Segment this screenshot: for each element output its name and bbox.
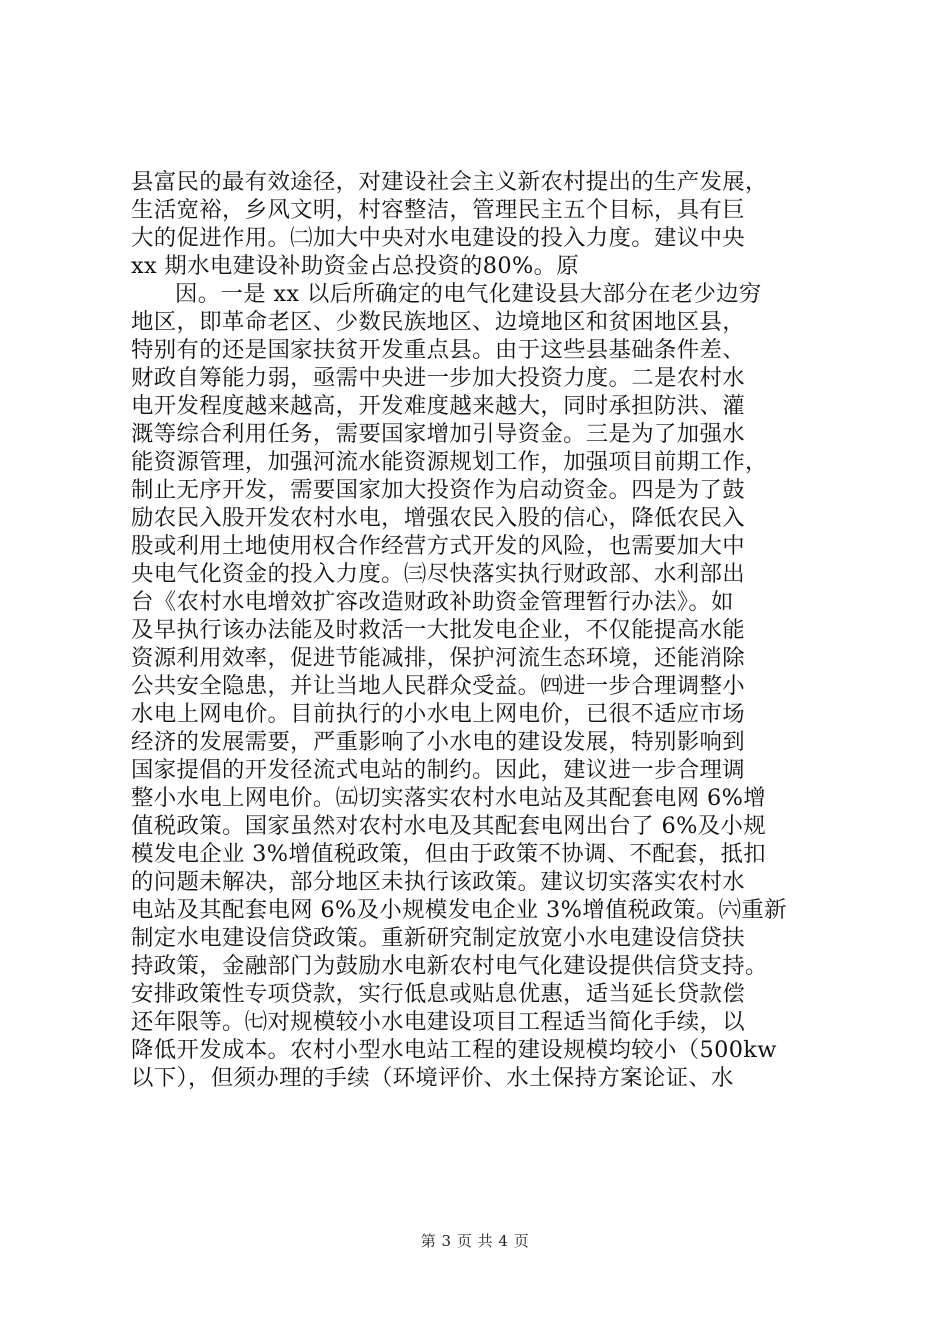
text-line: 股或利用土地使用权合作经营方式开发的风险，也需要加大中 [131,533,745,559]
text-line: 能资源管理，加强河流水能资源规划工作，加强项目前期工作， [131,449,768,475]
text-line: 财政自筹能力弱，亟需中央进一步加大投资力度。二是农村水 [131,365,745,391]
text-line: 持政策，金融部门为鼓励水电新农村电气化建设提供信贷支持。 [131,953,768,979]
text-line: 电站及其配套电网 6%及小规模发电企业 3%增值税政策。㈥重新 [131,897,787,923]
text-line: xx 期水电建设补助资金占总投资的80%。原 [131,253,580,279]
text-line: 经济的发展需要，严重影响了小水电的建设发展，特别影响到 [131,729,745,755]
text-line: 励农民入股开发农村水电，增强农民入股的信心，降低农民入 [131,505,745,531]
text-line: 降低开发成本。农村小型水电站工程的建设规模均较小（500kw [131,1037,777,1063]
text-line: 值税政策。国家虽然对农村水电及其配套电网出台了 6%及小规 [131,813,766,839]
text-line: 地区，即革命老区、少数民族地区、边境地区和贫困地区县， [131,309,745,335]
text-line: 制止无序开发，需要国家加大投资作为启动资金。四是为了鼓 [131,477,745,503]
text-line: 电开发程度越来越高，开发难度越来越大，同时承担防洪、灌 [131,393,745,419]
text-line: 因。一是 xx 以后所确定的电气化建设县大部分在老少边穷 [175,281,762,307]
text-line: 溉等综合利用任务，需要国家增加引导资金。三是为了加强水 [131,421,745,447]
text-line: 以下），但须办理的手续（环境评价、水土保持方案论证、水 [131,1065,734,1091]
text-line: 的问题未解决，部分地区未执行该政策。建议切实落实农村水 [131,869,745,895]
text-line: 整小水电上网电价。㈤切实落实农村水电站及其配套电网 6%增 [131,785,766,811]
text-line: 国家提倡的开发径流式电站的制约。因此，建议进一步合理调 [131,757,745,783]
text-line: 央电气化资金的投入力度。㈢尽快落实执行财政部、水利部出 [131,561,745,587]
text-line: 制定水电建设信贷政策。重新研究制定放宽小水电建设信贷扶 [131,925,745,951]
page-number-footer: 第 3 页 共 4 页 [420,1232,530,1250]
text-line: 特别有的还是国家扶贫开发重点县。由于这些县基础条件差、 [131,337,745,363]
text-line: 台《农村水电增效扩容改造财政补助资金管理暂行办法》。如 [131,589,734,615]
text-line: 资源利用效率，促进节能减排，保护河流生态环境，还能消除 [131,645,745,671]
document-body [131,168,851,1092]
text-line: 安排政策性专项贷款，实行低息或贴息优惠，适当延长贷款偿 [131,981,745,1007]
text-line: 县富民的最有效途径，对建设社会主义新农村提出的生产发展， [131,169,768,195]
text-line: 模发电企业 3%增值税政策，但由于政策不协调、不配套，抵扣 [131,841,766,867]
text-line: 水电上网电价。目前执行的小水电上网电价，已很不适应市场 [131,701,745,727]
text-line: 还年限等。㈦对规模较小水电建设项目工程适当简化手续，以 [131,1009,745,1035]
text-line: 及早执行该办法能及时救活一大批发电企业，不仅能提高水能 [131,617,745,643]
text-line: 公共安全隐患，并让当地人民群众受益。㈣进一步合理调整小 [131,673,745,699]
text-line: 生活宽裕，乡风文明，村容整洁，管理民主五个目标，具有巨 [131,197,745,223]
text-line: 大的促进作用。㈡加大中央对水电建设的投入力度。建议中央 [131,225,745,251]
